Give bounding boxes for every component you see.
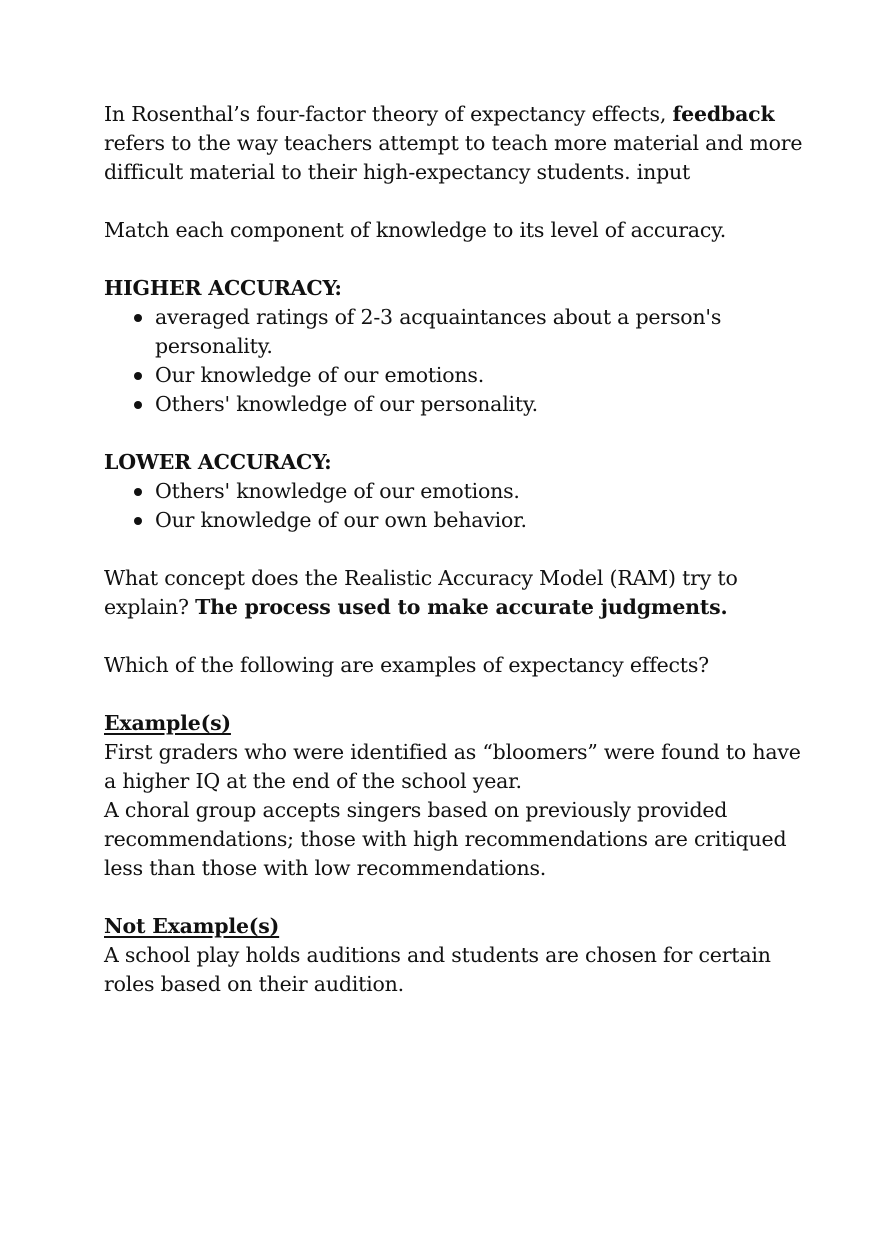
list-item-text: Our knowledge of our emotions. bbox=[155, 363, 485, 387]
lower-accuracy-heading: LOWER ACCURACY: bbox=[104, 450, 332, 474]
list-item bbox=[104, 390, 804, 419]
answer-feedback: feedback bbox=[672, 102, 775, 126]
bullet-icon bbox=[134, 314, 142, 322]
question-rosenthal-text-after: refers to the way teachers attempt to teach more material and more difficult material to their high-expectancy students. input bbox=[104, 131, 803, 184]
spacer bbox=[104, 187, 804, 216]
spacer bbox=[104, 680, 804, 709]
higher-accuracy-list bbox=[104, 303, 804, 419]
document-page bbox=[104, 100, 804, 999]
spacer bbox=[104, 622, 804, 651]
list-item-text: Others' knowledge of our emotions. bbox=[155, 479, 520, 503]
bullet-icon bbox=[134, 517, 142, 525]
list-item bbox=[104, 303, 804, 361]
list-item bbox=[104, 506, 804, 535]
spacer bbox=[104, 245, 804, 274]
question-match-accuracy: Match each component of knowledge to its level of accuracy. bbox=[104, 218, 727, 242]
question-expectancy-examples: Which of the following are examples of expectancy effects? bbox=[104, 653, 709, 677]
list-item-text: Our knowledge of our own behavior. bbox=[155, 508, 527, 532]
not-example-item: A school play holds auditions and students are chosen for certain roles based on their audition. bbox=[104, 943, 771, 996]
examples-heading: Example(s) bbox=[104, 711, 231, 735]
not-examples-heading: Not Example(s) bbox=[104, 914, 280, 938]
answer-ram: The process used to make accurate judgments. bbox=[195, 595, 728, 619]
bullet-icon bbox=[134, 372, 142, 380]
question-rosenthal bbox=[104, 100, 804, 187]
example-item: First graders who were identified as “bloomers” were found to have a higher IQ at the end of the school year. bbox=[104, 740, 801, 793]
list-item bbox=[104, 361, 804, 390]
bullet-icon bbox=[134, 488, 142, 496]
spacer bbox=[104, 535, 804, 564]
example-item: A choral group accepts singers based on previously provided recommendations; those with high recommendations are critiqued less than those with low recommendations. bbox=[104, 798, 787, 880]
question-ram bbox=[104, 564, 804, 622]
list-item-text: averaged ratings of 2-3 acquaintances about a person's personality. bbox=[155, 305, 722, 358]
higher-accuracy-heading: HIGHER ACCURACY: bbox=[104, 276, 342, 300]
list-item-text: Others' knowledge of our personality. bbox=[155, 392, 538, 416]
bullet-icon bbox=[134, 401, 142, 409]
list-item bbox=[104, 477, 804, 506]
spacer bbox=[104, 883, 804, 912]
lower-accuracy-list bbox=[104, 477, 804, 535]
question-ram-text: What concept does the Realistic Accuracy Model (RAM) try to explain? bbox=[104, 566, 738, 619]
question-rosenthal-text-before: In Rosenthal’s four-factor theory of expectancy effects, bbox=[104, 102, 673, 126]
spacer bbox=[104, 419, 804, 448]
